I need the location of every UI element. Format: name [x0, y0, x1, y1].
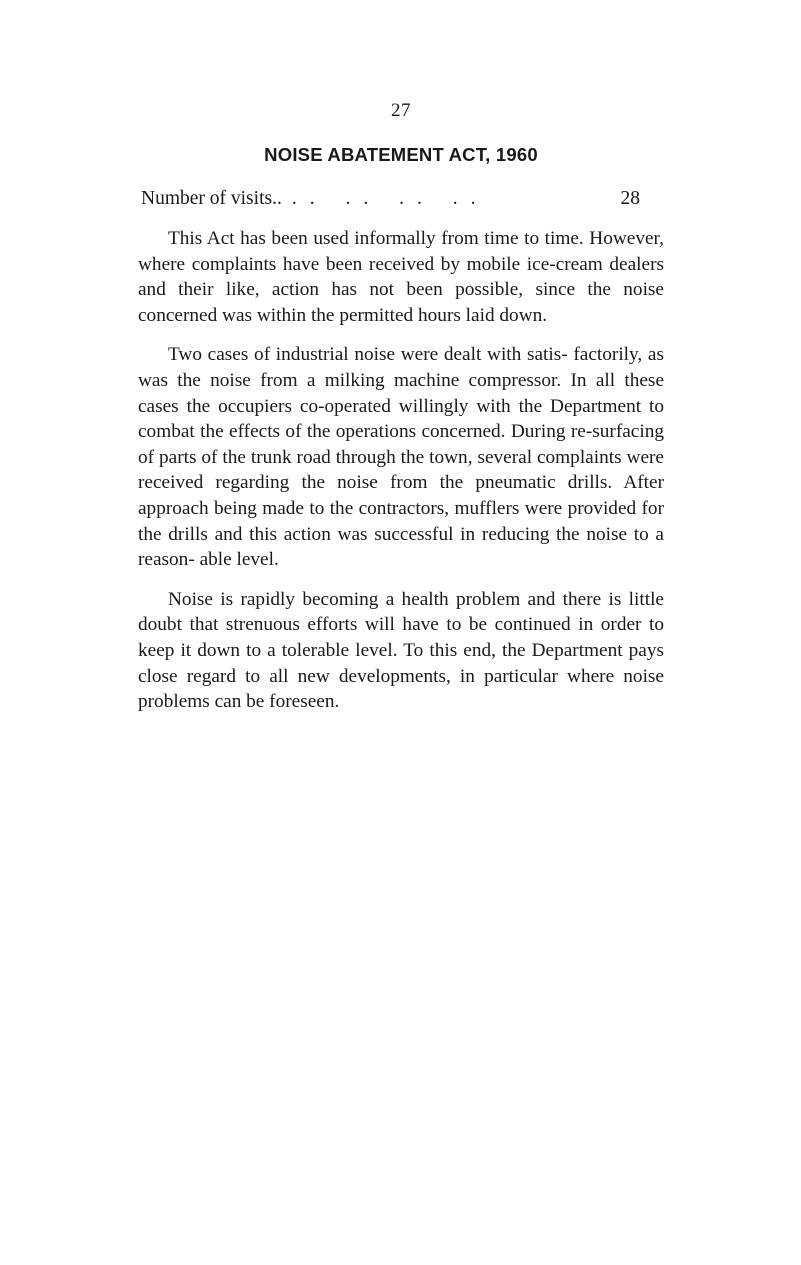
body-paragraph-1: This Act has been used informally from time to time. However, where complaints have been received by mobile ice-cream dealers and their like, action has not been possible, since the noise concerned was within the permitted hours laid down.	[138, 228, 664, 326]
visits-count: 28	[620, 188, 640, 209]
visits-summary-line	[138, 188, 664, 210]
page-content	[138, 100, 664, 715]
page-number: 27	[391, 100, 411, 121]
body-paragraph-2: Two cases of industrial noise were dealt with satis- factorily, as was the noise from a milking machine compressor. In all these cases the occupiers co-operated willingly with the Department to combat the effects of the operations concerned. During re-surfacing of parts of the trunk road through the town, several complaints were received regarding the noise from the pneumatic drills. After approach being made to the contractors, mufflers were provided for the drills and this action was successful in reducing the noise to a reason- able level.	[138, 344, 664, 571]
body-paragraph-3: Noise is rapidly becoming a health problem and there is little doubt that strenuous efforts will have to be continued in order to keep it down to a tolerable level. To this end, the Department pays close regard to all new developments, in particular where noise problems can be foreseen.	[138, 588, 664, 713]
page-title: NOISE ABATEMENT ACT, 1960	[264, 144, 538, 165]
leader-dots: .. .. .. ..	[291, 188, 489, 209]
visits-label: Number of visits..	[141, 188, 282, 209]
